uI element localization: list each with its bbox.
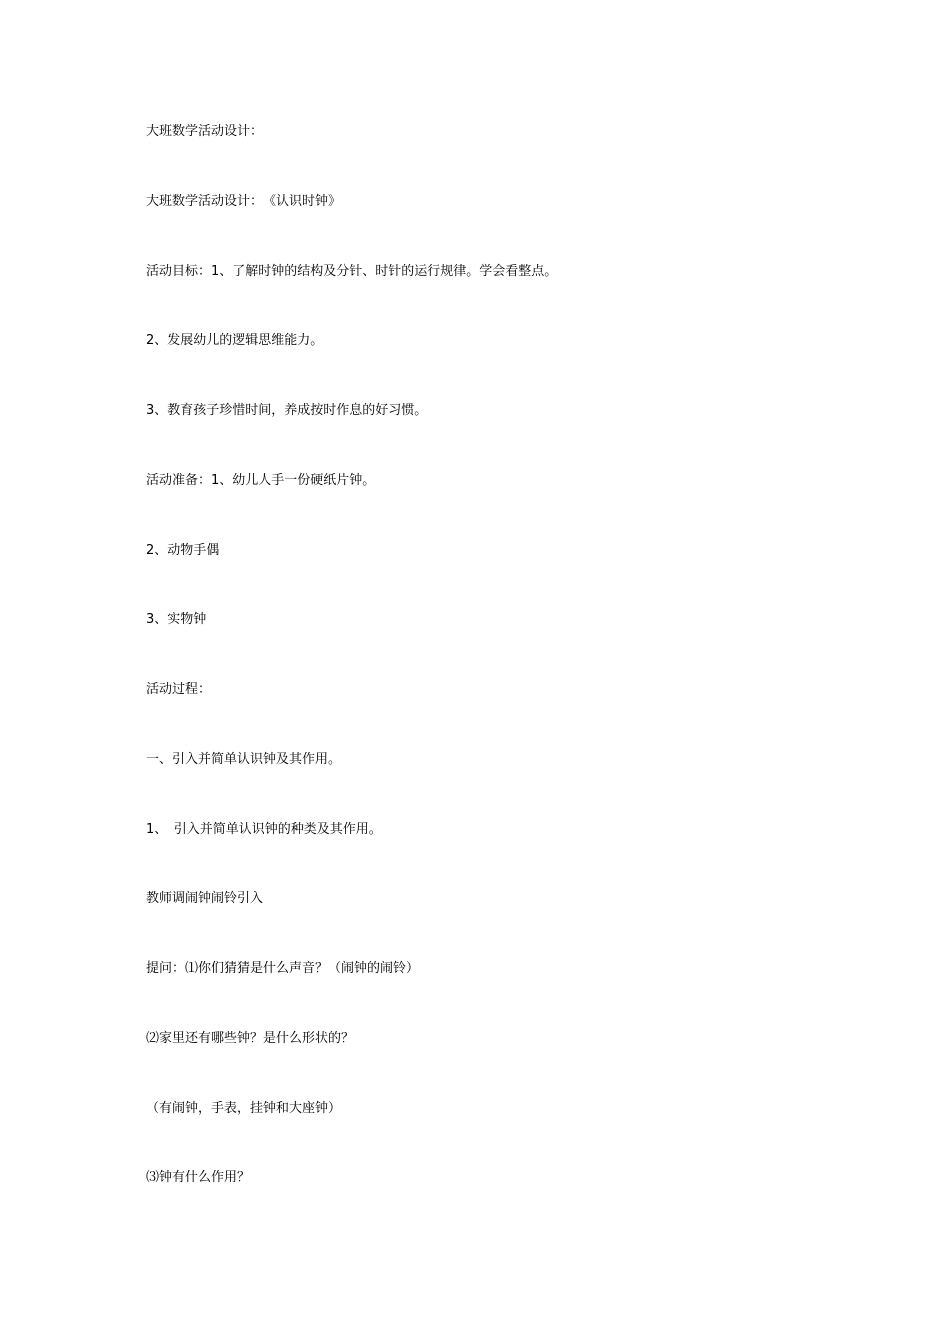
question-1: 提问：⑴你们猜猜是什么声音？（闹钟的闹铃） [146,961,420,976]
activity-goal-1: 活动目标：1、了解时钟的结构及分针、时针的运行规律。学会看整点。 [146,264,558,279]
activity-prep-2: 2、动物手偶 [146,543,220,558]
activity-prep-3: 3、实物钟 [146,612,207,627]
teacher-action: 教师调闹钟闹铃引入 [146,891,264,906]
activity-prep-1: 活动准备：1、幼儿人手一份硬纸片钟。 [146,473,376,488]
document-heading: 大班数学活动设计： [146,124,264,139]
activity-goal-3: 3、教育孩子珍惜时间，养成按时作息的好习惯。 [146,403,428,418]
activity-goal-2: 2、发展幼儿的逻辑思维能力。 [146,333,324,348]
question-2: ⑵家里还有哪些钟？是什么形状的？ [146,1031,355,1046]
step-1: 1、 引入并简单认识钟的种类及其作用。 [146,822,382,837]
activity-process-heading: 活动过程： [146,682,212,697]
answer-2: （有闹钟，手表，挂钟和大座钟） [146,1101,342,1116]
question-3: ⑶钟有什么作用？ [146,1170,251,1185]
activity-title: 大班数学活动设计： 《认识时钟》 [146,194,342,209]
section-1-heading: 一、引入并简单认识钟及其作用。 [146,752,342,767]
